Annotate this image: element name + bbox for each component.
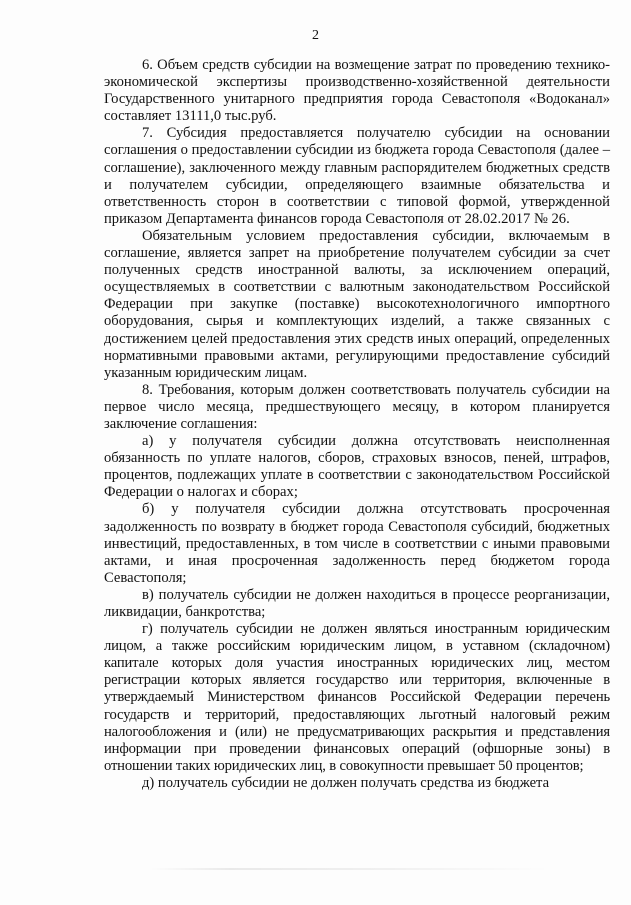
requirement-d: д) получатель субсидии не должен получать средства из бюджета (142, 774, 550, 791)
paragraph-8-requirements: 8. Требования, которым должен соответствовать получатель субсидии на первое число месяца, предшествующего месяцу, в котором планируется заключение соглашения: (104, 381, 610, 432)
page-number: 2 (312, 28, 319, 43)
requirement-b: б) у получателя субсидии должна отсутствовать просроченная задолженность по возврату в бюджет города Севастополя субсидий, бюджетных инвестиций, предоставленных, в том числе в соответствии с иными правовыми актами, и иная просроченная задолженность перед бюджетом города Севастополя; (104, 501, 610, 586)
requirement-a: а) у получателя субсидии должна отсутствовать неисполненная обязанность по уплате налогов, сборов, страховых взносов, пеней, штрафов, процентов, подлежащих уплате в соответствии с законодательством Российской Федерации о налогах и сборах; (104, 433, 610, 501)
scan-artifact (150, 868, 550, 870)
requirement-g: г) получатель субсидии не должен являться иностранным юридическим лицом, а также российским юридическим лицом, в уставном (складочном) капитале которых доля участия иностранных юридических лиц, местом регистрации которых является государство или территория, включенные в утверждаемый Министерством финансов Российской Федерации перечень государств и территорий, предоставляющих льготный налоговый режим налогообложения и (или) не предусматривающих раскрытия и представления информации при проведении финансовых операций (офшорные зоны) в отношении таких юридических лиц, в совокупности превышает 50 процентов; (104, 621, 610, 774)
requirement-v: в) получатель субсидии не должен находиться в процессе реорганизации, ликвидации, банкротства; (104, 586, 610, 620)
document-body (104, 57, 610, 792)
paragraph-6-subsidy-amount: 6. Объем средств субсидии на возмещение затрат по проведению технико-экономической экспертизы производственно-хозяйственной деятельности Государственного унитарного предприятия города Севастополя «Водоканал» составляет 13111,0 тыс.руб. (104, 57, 610, 125)
paragraph-7-agreement: 7. Субсидия предоставляется получателю субсидии на основании соглашения о предоставлении субсидии из бюджета города Севастополя (далее – соглашение), заключенного между главным распорядителем бюджетных средств и получателем субсидии, определяющего взаимные обязательства и ответственность сторон в соответствии с типовой формой, утвержденной приказом Департамента финансов города Севастополя от 28.02.2017 № 26. (104, 125, 610, 227)
paragraph-mandatory-condition: Обязательным условием предоставления субсидии, включаемым в соглашение, является запрет на приобретение получателем субсидии за счет полученных средств иностранной валюты, за исключением операций, осуществляемых в соответствии с валютным законодательством Российской Федерации при закупке (поставке) высокотехнологичного импортного оборудования, сырья и комплектующих изделий, а также связанных с достижением целей предоставления этих средств иных операций, определенных нормативными правовыми актами, регулирующими предоставление субсидий указанным юридическим лицам. (104, 227, 610, 381)
